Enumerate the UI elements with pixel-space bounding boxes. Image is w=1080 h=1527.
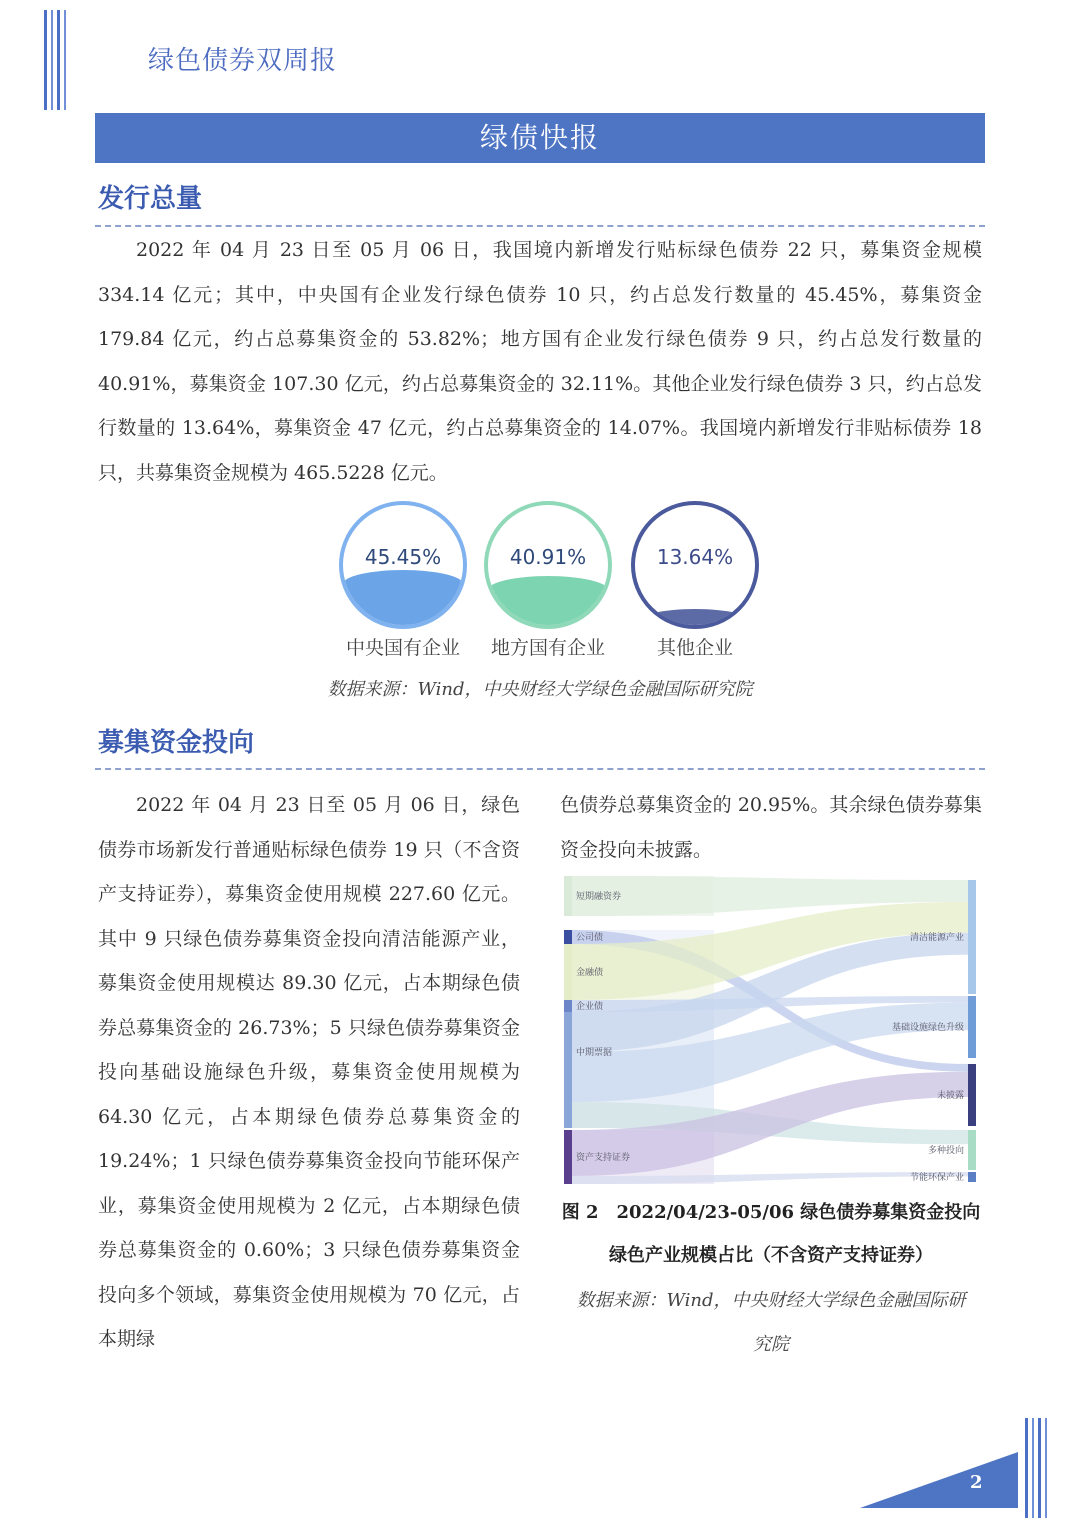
sankey-source-label: 金融债 — [576, 968, 604, 978]
fund-use-left-column — [98, 783, 520, 1362]
issuance-paragraph-text: 2022 年 04 月 23 日至 05 月 06 日，我国境内新增发行贴标绿色债券 22 只，募集资金规模 334.14 亿元；其中，中央国有企业发行绿色债券 10 只，约占总发行数量的 45.45%，募集资金 179.84 亿元，约占总募集资金的 53.82%；地方国有企业发行绿色债券 9 只，约占总发行数量的 40.91%，募集资金 107.30 亿元，约占总募集资金的 32.11%。其他企业发行绿色债券 3 只，约占总发行数量的 13.64%，募集资金 47 亿元，约占总募集资金的 14.07%。我国境内新增发行非贴标债券 18 只，共募集资金规模为 465.5228 亿元。 — [98, 239, 982, 484]
sankey-source-node — [564, 1012, 572, 1128]
fund-use-right-column — [560, 783, 982, 872]
sankey-source-label: 短期融资券 — [576, 892, 622, 902]
sankey-target-label: 清洁能源产业 — [909, 933, 964, 943]
bubble-percent: 40.91% — [509, 545, 587, 569]
header-decoration-bars — [44, 10, 66, 110]
sankey-target-node — [968, 996, 976, 1058]
bubble-other-enterprises — [631, 501, 759, 629]
figure-caption-line2: 绿色产业规模占比（不含资产支持证券） — [609, 1245, 933, 1266]
bubble-label: 地方国有企业 — [490, 637, 605, 659]
bubble-percent: 45.45% — [364, 545, 442, 569]
fund-use-left-text: 2022 年 04 月 23 日至 05 月 06 日，绿色债券市场新发行普通贴标绿色债券 19 只（不含资产支持证券），募集资金使用规模 227.60 亿元。其中 9 只绿色债券募集资金投向清洁能源产业，募集资金使用规模达 89.30 亿元，占本期绿色债券总募集资金的 26.73%；5 只绿色债券募集资金投向基础设施绿色升级，募集资金使用规模为 64.30 亿元，占本期绿色债券总募集资金的 19.24%；1 只绿色债券募集资金投向节能环保产业，募集资金使用规模为 2 亿元，占本期绿色债券总募集资金的 0.60%；3 只绿色债券募集资金投向多个领域，募集资金使用规模为 70 亿元，占本期绿 — [98, 794, 520, 1350]
sankey-source-label: 企业债 — [576, 1002, 604, 1012]
issuance-paragraph — [98, 228, 982, 495]
sankey-target-node — [968, 880, 976, 994]
footer-decoration-bars — [1025, 1418, 1047, 1518]
bubble-fill — [635, 609, 755, 625]
bubble-local-soe — [484, 501, 612, 629]
sankey-source-node — [564, 944, 572, 1000]
section-title-issuance: 发行总量 — [98, 184, 203, 214]
bubble-label: 中央国有企业 — [345, 637, 460, 659]
data-source-note: 数据来源：Wind，中央财经大学绿色金融国际研究院 — [327, 679, 753, 700]
fund-use-sankey-chart — [562, 872, 980, 1188]
sankey-source-label: 资产支持证券 — [576, 1153, 631, 1163]
sankey-target-node — [968, 1130, 976, 1170]
sankey-target-label: 节能环保产业 — [909, 1173, 964, 1183]
banner-title: 绿债快报 — [95, 113, 985, 163]
bubble-fill — [488, 576, 608, 625]
sankey-source-node — [564, 1130, 572, 1184]
sankey-source-node — [564, 876, 572, 916]
footer-triangle-decoration — [860, 1452, 1020, 1510]
section-divider — [95, 225, 985, 227]
figure-caption-line1: 图 2 2022/04/23-05/06 绿色债券募集资金投向 — [561, 1202, 981, 1223]
figure-source-line2: 究院 — [753, 1334, 789, 1355]
section-title-fund-use: 募集资金投向 — [98, 728, 255, 758]
section-divider — [95, 768, 985, 770]
figure-source-line1: 数据来源：Wind，中央财经大学绿色金融国际研 — [576, 1290, 966, 1311]
bubble-percent: 13.64% — [656, 545, 734, 569]
fund-use-right-text: 色债券总募集资金的 20.95%。其余绿色债券募集资金投向未披露。 — [560, 794, 982, 861]
sankey-target-label: 多种投向 — [927, 1146, 964, 1156]
sankey-source-node — [564, 1000, 572, 1012]
bubble-fill — [343, 570, 463, 625]
bubble-label: 其他企业 — [656, 637, 733, 659]
bubble-central-soe — [339, 501, 467, 629]
report-header-title: 绿色债券双周报 — [148, 46, 338, 76]
sankey-source-label: 中期票据 — [576, 1048, 613, 1058]
page-number: 2 — [970, 1472, 983, 1493]
sankey-target-label: 未披露 — [936, 1091, 964, 1101]
sankey-target-node — [968, 1172, 976, 1182]
sankey-target-label: 基础设施绿色升级 — [891, 1023, 964, 1033]
sankey-target-node — [968, 1064, 976, 1126]
sankey-source-node — [564, 930, 572, 944]
sankey-source-label: 公司债 — [576, 933, 604, 943]
